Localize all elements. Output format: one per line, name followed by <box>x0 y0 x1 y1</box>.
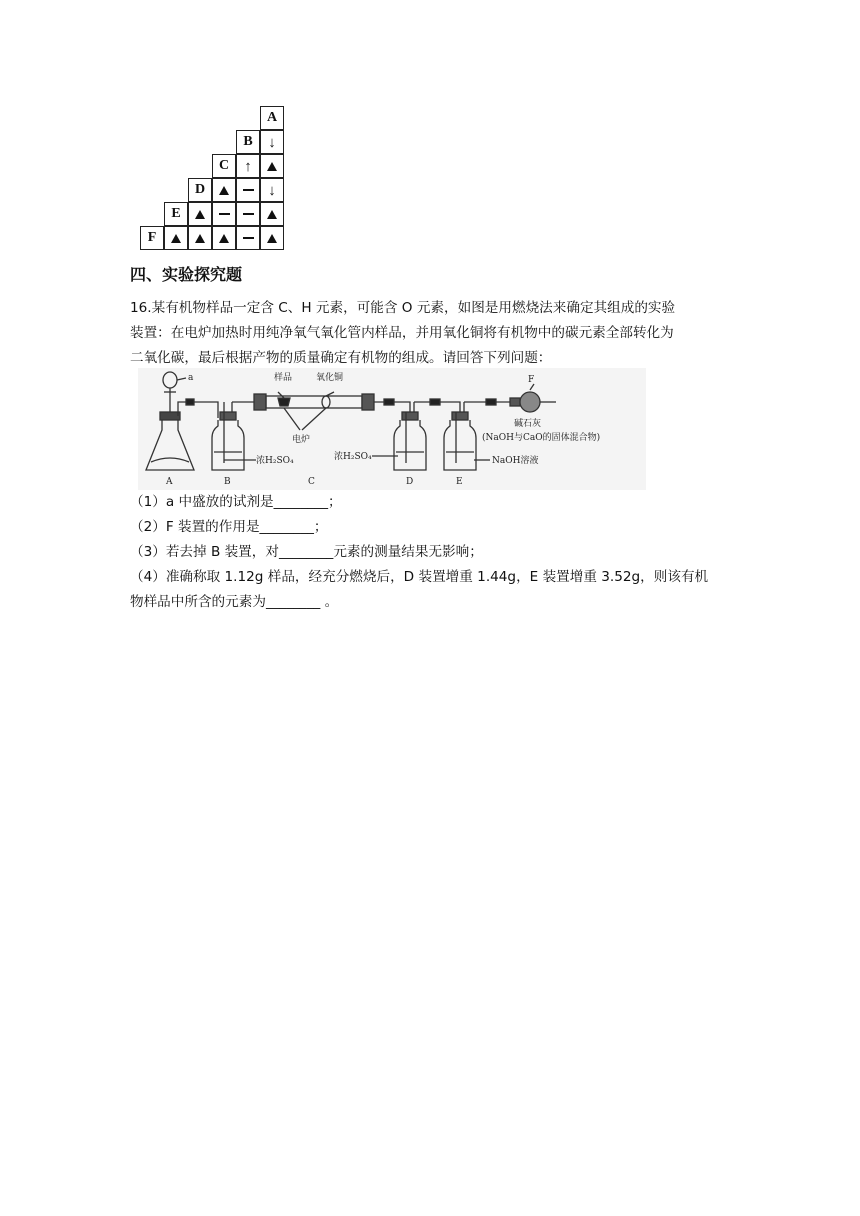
dash-icon <box>243 213 254 215</box>
cell-e-b <box>236 202 260 226</box>
sub-question-4-line-2-post: 。 <box>320 594 339 610</box>
triangle-icon <box>267 162 277 171</box>
sub-question-4-pre: （4）准确称取 1.12g 样品，经充分燃烧后，D 装置增重 1.44g，E 装置增重 3.52g，则该有机 <box>130 569 709 585</box>
label-furnace: 电炉 <box>292 435 311 445</box>
question-stem-line-2: 装置：在电炉加热时用纯净氧气氧化管内样品，并用氧化铜将有机物中的碳元素全部转化为 <box>130 325 674 341</box>
label-naoh: NaOH溶液 <box>492 456 539 466</box>
sub-question-3-post: 元素的测量结果无影响； <box>333 544 483 560</box>
label-cuo: 氧化铜 <box>316 373 344 383</box>
sub-question-1-pre: （1）a 中盛放的试剂是 <box>130 494 274 510</box>
header-d: D <box>188 178 212 202</box>
sub-question-2-pre: （2）F 装置的作用是 <box>130 519 260 535</box>
label-soda-lime: 碱石灰 <box>514 419 542 429</box>
triangle-icon <box>171 234 181 243</box>
down-arrow-icon: ↓ <box>268 133 276 151</box>
dash-icon <box>243 189 254 191</box>
label-h2so4-d: 浓H₂SO₄ <box>334 452 372 462</box>
section-title: 四、实验探究题 <box>130 265 243 284</box>
label-h2so4-b: 浓H₂SO₄ <box>256 456 294 466</box>
triangle-icon <box>195 210 205 219</box>
header-a: A <box>260 106 284 130</box>
sub-question-3-pre: （3）若去掉 B 装置，对 <box>130 544 279 560</box>
cell-d-a <box>260 178 284 202</box>
cell-c-a <box>260 154 284 178</box>
apparatus-figure <box>138 368 646 490</box>
down-arrow-icon: ↓ <box>268 181 276 199</box>
sub-question-4 <box>130 565 708 590</box>
cell-e-a <box>260 202 284 226</box>
answer-blank-1[interactable]: ________ <box>273 494 329 510</box>
header-f: F <box>140 226 164 250</box>
dash-icon <box>219 213 230 215</box>
triangle-icon <box>219 234 229 243</box>
cell-d-b <box>236 178 260 202</box>
answer-blank-3[interactable]: ________ <box>278 544 334 560</box>
cell-f-d <box>188 226 212 250</box>
header-e: E <box>164 202 188 226</box>
header-b: B <box>236 130 260 154</box>
cell-e-c <box>212 202 236 226</box>
cell-d-c <box>212 178 236 202</box>
question-stem-line-1: 16.某有机物样品一定含 C、H 元素，可能含 O 元素，如图是用燃烧法来确定其组成的实验 <box>130 300 676 316</box>
triangle-icon <box>267 210 277 219</box>
cell-c-b <box>236 154 260 178</box>
label-a: a <box>188 373 194 383</box>
sub-question-1-post: ； <box>328 494 342 510</box>
dash-icon <box>243 237 254 239</box>
letter-c: C <box>308 477 315 487</box>
staircase-table <box>140 106 284 250</box>
letter-a: A <box>166 477 173 487</box>
sub-question-4-line-2 <box>130 590 338 615</box>
label-soda-lime-note: (NaOH与CaO的固体混合物) <box>482 433 601 443</box>
triangle-icon <box>267 234 277 243</box>
cell-f-b <box>236 226 260 250</box>
header-c: C <box>212 154 236 178</box>
answer-blank-2[interactable]: ________ <box>259 519 314 535</box>
sub-question-2 <box>130 515 328 540</box>
triangle-icon <box>219 186 229 195</box>
cell-b-a <box>260 130 284 154</box>
triangle-icon <box>195 234 205 243</box>
question-stem-line-3: 二氧化碳，最后根据产物的质量确定有机物的组成。请回答下列问题： <box>130 350 552 366</box>
answer-blank-4[interactable]: ________ <box>265 594 321 610</box>
label-sample: 样品 <box>274 373 293 383</box>
letter-d: D <box>406 477 414 487</box>
sub-question-4-line-2-pre: 物样品中所含的元素为 <box>130 594 266 610</box>
sub-question-3 <box>130 540 483 565</box>
cell-e-d <box>188 202 212 226</box>
cell-f-c <box>212 226 236 250</box>
sub-question-2-post: ； <box>313 519 328 535</box>
label-f: F <box>528 375 535 385</box>
cell-f-e <box>164 226 188 250</box>
sub-question-1 <box>130 490 342 515</box>
letter-e: E <box>456 477 463 487</box>
cell-f-a <box>260 226 284 250</box>
up-arrow-icon: ↑ <box>244 157 252 175</box>
letter-b: B <box>224 477 231 487</box>
